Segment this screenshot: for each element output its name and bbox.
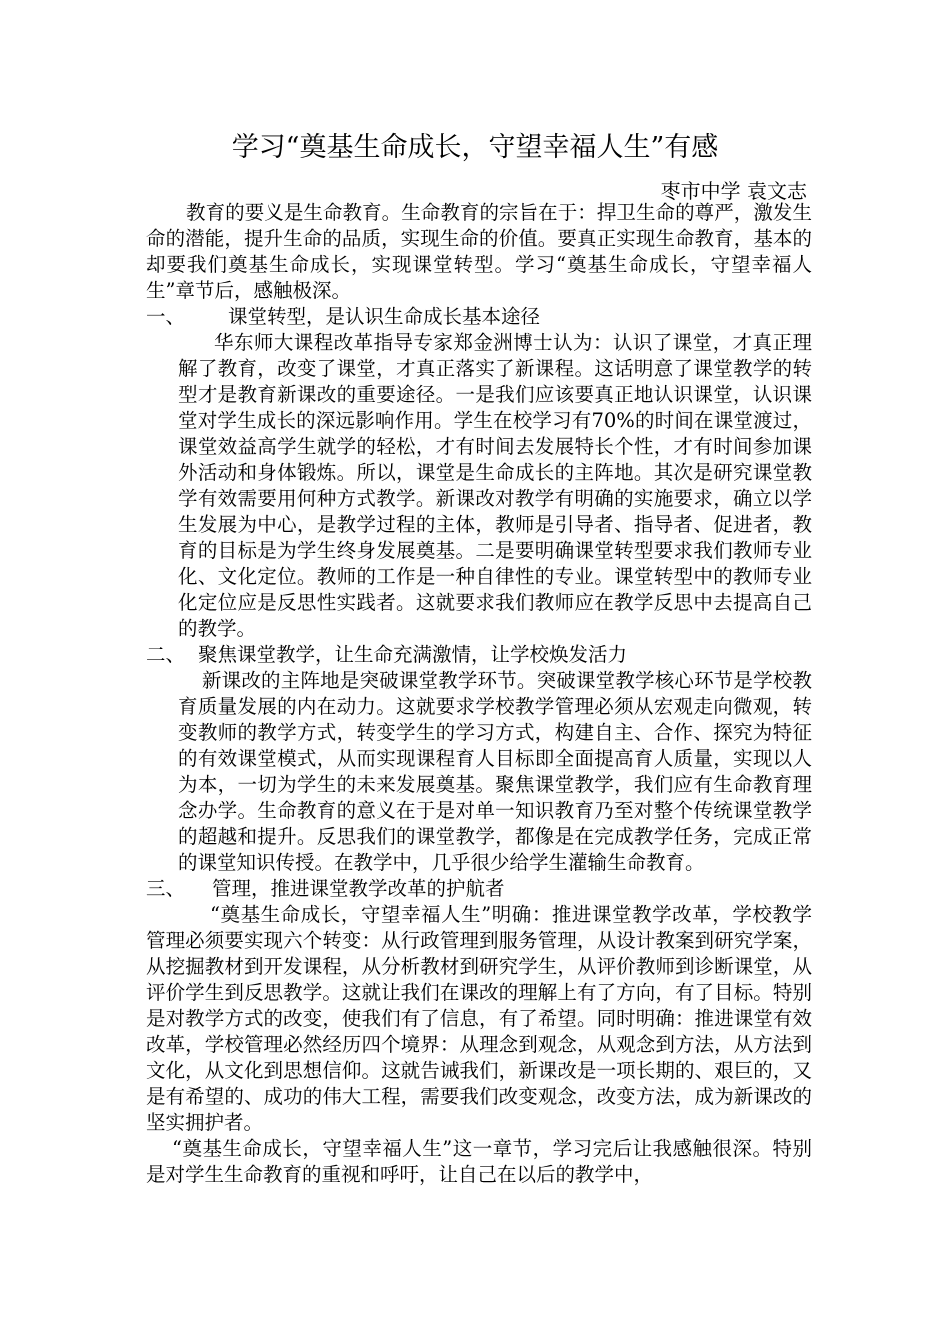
closing-paragraph: “奠基生命成长，守望幸福人生”这一章节，学习完后让我感触很深。特别是对学生生命教育的重视和呼吁，让自己在以后的教学中， — [146, 1137, 812, 1186]
section-heading-text-1: 课堂转型，是认识生命成长基本途径 — [228, 305, 541, 328]
intro-paragraph: 教育的要义是生命教育。生命教育的宗旨在于：捍卫生命的尊严，激发生命的潜能，提升生命的品质，实现生命的价值。要真正实现生命教育，基本的却要我们奠基生命成长，实现课堂转型。学习“奠基生命成长，守望幸福人生”章节后，感触极深。 — [146, 201, 812, 302]
section-number-2: 二、 — [146, 643, 186, 666]
document-author: 枣市中学 袁文志 — [660, 179, 807, 203]
section-paragraph-3: “奠基生命成长，守望幸福人生”明确：推进课堂教学改革，学校教学管理必须要实现六个转变：从行政管理到服务管理，从设计教案到研究学案，从挖掘教材到开发课程，从分析教材到研究学生，从评价教师到诊断课堂，从评价学生到反思教学。这就让我们在课改的理解上有了方向，有了目标。特别是对教学方式的改变，使我们有了信息，有了希望。同时明确：推进课堂有效改革，学校管理必然经历四个境界：从理念到观念，从观念到方法，从方法到文化，从文化到思想信仰。这就告诫我们，新课改是一项长期的、艰巨的，又是有希望的、成功的伟大工程，需要我们改变观念，改变方法，成为新课改的坚实拥护者。 — [146, 903, 812, 1134]
section-number-1: 一、 — [146, 305, 186, 328]
section-heading-text-3: 管理，推进课堂教学改革的护航者 — [212, 877, 505, 900]
section-heading-1 — [146, 304, 812, 330]
section-number-3: 三、 — [146, 877, 186, 900]
section-paragraph-1: 华东师大课程改革指导专家郑金洲博士认为：认识了课堂，才真正理解了教育，改变了课堂，才真正落实了新课程。这话明意了课堂教学的转型才是教育新课改的重要途径。一是我们应该要真正地认识课堂，认识课堂对学生成长的深远影响作用。学生在校学习有70%的时间在课堂渡过，课堂效益高学生就学的轻松，才有时间去发展特长个性，才有时间参加课外活动和身体锻炼。所以，课堂是生命成长的主阵地。其次是研究课堂教学有效需要用何种方式教学。新课改对教学有明确的实施要求，确立以学生发展为中心，是教学过程的主体，教师是引导者、指导者、促进者，教育的目标是为学生终身发展奠基。二是要明确课堂转型要求我们教师专业化、文化定位。教师的工作是一种自律性的专业。课堂转型中的教师专业化定位应是反思性实践者。这就要求我们教师应在教学反思中去提高自己的教学。 — [178, 331, 812, 640]
document-title: 学习“奠基生命成长，守望幸福人生”有感 — [231, 132, 719, 163]
document-body — [146, 200, 812, 1188]
section-heading-2 — [146, 642, 812, 668]
section-paragraph-2: 新课改的主阵地是突破课堂教学环节。突破课堂教学核心环节是学校教育质量发展的内在动力。这就要求学校教学管理必须从宏观走向微观，转变教师的教学方式，转变学生的学习方式，构建自主、合作、探究为特征的有效课堂模式，从而实现课程育人目标即全面提高育人质量，实现以人为本，一切为学生的未来发展奠基。聚焦课堂教学，我们应有生命教育理念办学。生命教育的意义在于是对单一知识教育乃至对整个传统课堂教学的超越和提升。反思我们的课堂教学，都像是在完成教学任务，完成正常的课堂知识传授。在教学中，几乎很少给学生灌输生命教育。 — [178, 669, 812, 874]
section-heading-3 — [146, 876, 812, 902]
section-heading-text-2: 聚焦课堂教学，让生命充满激情，让学校焕发活力 — [198, 643, 628, 666]
